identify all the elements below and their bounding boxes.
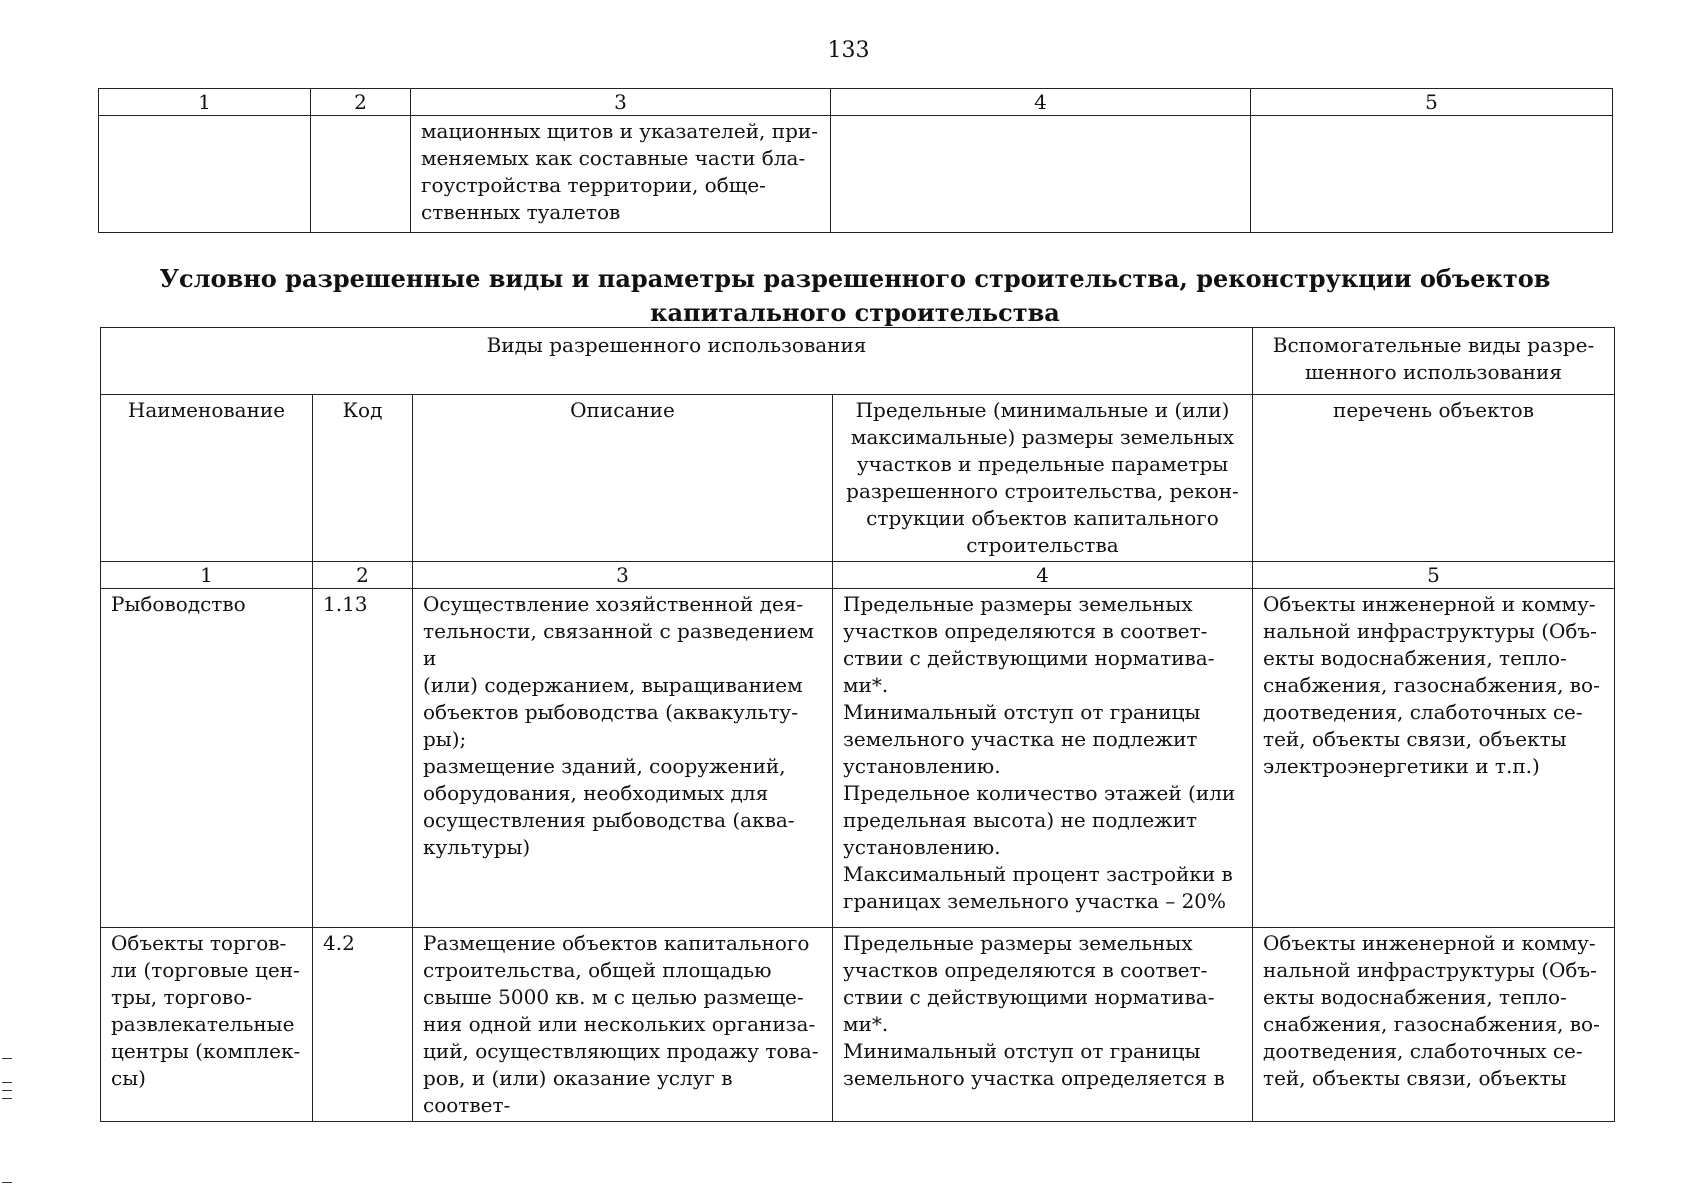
header-description: Описание — [413, 395, 833, 562]
table-row — [99, 116, 1613, 233]
column-number: 1 — [99, 89, 311, 116]
cell-auxiliary: Объекты инженерной и комму- нальной инфраструктуры (Объ- екты водоснабжения, тепло- снабжения, газоснабжения, во- доотведения, слаботочных се- тей, объекты связи, объекты — [1253, 928, 1615, 1122]
margin-mark — [2, 1098, 12, 1099]
column-number: 4 — [833, 562, 1253, 589]
header-group-main: Виды разрешенного использования — [101, 328, 1253, 395]
cell-description: Размещение объектов капитального строительства, общей площадью свыше 5000 кв. м с целью размеще- ния одной или нескольких организа- ций, осуществляющих продажу това- ров, и (или) оказание услуг в соответ- — [413, 928, 833, 1122]
cell-params — [831, 116, 1251, 233]
page-number: 133 — [827, 38, 870, 63]
header-name: Наименование — [101, 395, 313, 562]
table-row — [101, 928, 1615, 1122]
cell-name: Объекты торгов- ли (торговые цен- тры, торгово- развлекательные центры (комплек- сы) — [101, 928, 313, 1122]
margin-mark — [2, 1082, 12, 1083]
continued-table-column-numbers — [99, 89, 1613, 116]
cell-auxiliary: Объекты инженерной и комму- нальной инфраструктуры (Объ- екты водоснабжения, тепло- снабжения, газоснабжения, во- доотведения, слаботочных се- тей, объекты связи, объекты электроэнергетики и т.п.) — [1253, 589, 1615, 928]
cell-params: Предельные размеры земельных участков определяются в соответ- ствии с действующими нормативa- ми*. Минимальный отступ от границы земельного участка определяется в — [833, 928, 1253, 1122]
cell-description: мационных щитов и указателей, при- меняемых как составные части бла- гоустройства территории, обще- ственных туалетов — [411, 116, 831, 233]
header-aux-list: перечень объектов — [1253, 395, 1615, 562]
column-number: 4 — [831, 89, 1251, 116]
cell-params: Предельные размеры земельных участков определяются в соответ- ствии с действующими нормативa- ми*. Минимальный отступ от границы земельного участка не подлежит установлению. Предельное количество этажей (или предельная высота) не подлежит установлению. Максимальный процент застройки в границах земельного участка – 20% — [833, 589, 1253, 928]
header-group-auxiliary: Вспомогательные виды разре- шенного использования — [1253, 328, 1615, 395]
cell-auxiliary — [1251, 116, 1613, 233]
margin-mark — [2, 1090, 12, 1091]
continued-table — [98, 88, 1613, 233]
cell-name — [99, 116, 311, 233]
cell-code — [311, 116, 411, 233]
table-row — [101, 589, 1615, 928]
main-table — [100, 327, 1615, 1122]
cell-name: Рыбоводство — [101, 589, 313, 928]
main-table-column-numbers — [101, 562, 1615, 589]
section-title: Условно разрешенные виды и параметры разрешенного строительства, реконструкции объектов капитального строительства — [159, 264, 1551, 327]
margin-mark — [2, 1058, 12, 1059]
column-number: 5 — [1253, 562, 1615, 589]
column-number: 3 — [413, 562, 833, 589]
column-number: 1 — [101, 562, 313, 589]
margin-mark — [2, 1182, 12, 1183]
column-number: 2 — [313, 562, 413, 589]
header-code: Код — [313, 395, 413, 562]
cell-code: 4.2 — [313, 928, 413, 1122]
header-group-row — [101, 328, 1615, 395]
cell-description: Осуществление хозяйственной дея- тельности, связанной с разведением и (или) содержанием, выращиванием объектов рыбоводства (аквакульту- ры); размещение зданий, сооружений, оборудования, необходимых для осуществления рыбоводства (аква- культуры) — [413, 589, 833, 928]
header-columns-row — [101, 395, 1615, 562]
column-number: 2 — [311, 89, 411, 116]
cell-code: 1.13 — [313, 589, 413, 928]
column-number: 3 — [411, 89, 831, 116]
column-number: 5 — [1251, 89, 1613, 116]
header-params: Предельные (минимальные и (или) максимальные) размеры земельных участков и предельные параметры разрешенного строительства, рекон- струкции объектов капитального строительства — [833, 395, 1253, 562]
